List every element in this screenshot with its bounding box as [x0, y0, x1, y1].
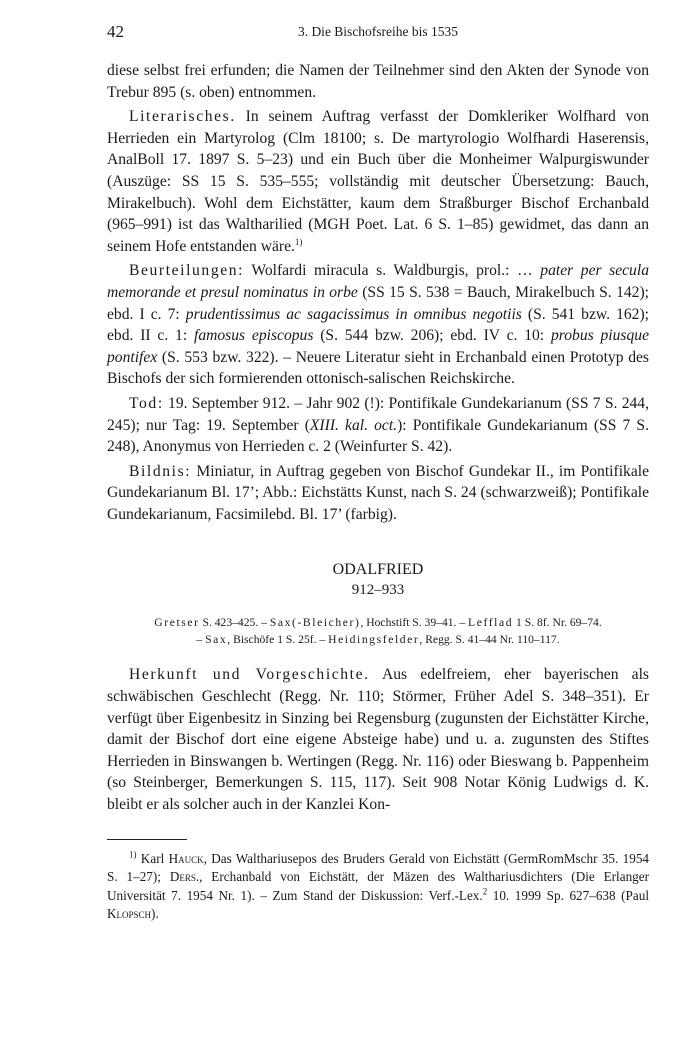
bibliography-block — [107, 614, 649, 648]
paragraph-bildnis: Bildnis: Miniatur, in Auftrag gegeben von Bischof Gundekar II., im Pontifikale Gundekarianum Bl. 17’; Abb.: Eichstätts Kunst, nach S. 24 (schwarzweiß); Pontifikale Gundekarianum, Facsimilebd. Bl. 17’ (farbig). — [107, 462, 649, 523]
paragraph-herkunft: Herkunft und Vorgeschichte. Aus edelfreiem, eher bayerischen als schwäbischen Geschlecht (Regg. Nr. 110; Störmer, Früher Adel S. 348–351). Er verfügt über Eigenbesitz in Sinzing bei Regensburg (zugunsten der Eichstätter Kirche, damit der Bischof dort eine eigene Absteige habe) und u. a. zugunsten des Stiftes Herrieden in Binswangen b. Wertingen (Regg. Nr. 116) oder Bieswang b. Pappenheim (so Steinberger, Bemerkungen S. 115, 117). Seit 908 Notar König Ludwigs d. K. bleibt er als solcher auch in der Kanzlei Kon- — [107, 666, 649, 814]
footnote-marker: 1) — [129, 849, 137, 860]
paragraph-tod: Tod: 19. September 912. – Jahr 902 (!): Pontifikale Gundekarianum (SS 7 S. 244, 245); nur Tag: 19. September (XIII. kal. oct.): Pontifikale Gundekarianum (SS 7 S. 248), Anonymus von Herrieden c. 2 (Weinfurter S. 42). — [107, 394, 650, 456]
paragraph-literarisches: Literarisches. In seinem Auftrag verfasst der Domkleriker Wolfhard von Herrieden ein Martyrolog (Clm 18100; s. De martyrologio Wolfhardi Haserensis, AnalBoll 17. 1897 S. 5–23) und ein Buch über die Monheimer Walpurgiswunder (Auszüge: SS 15 S. 535–555; vollständig mit deutscher Übersetzung: Bauch, Mirakelbuch). Wohl dem Eichstätter, kaum dem Straßburger Bischof Erchanbald (965–991) ist das Waltharilied (MGH Poet. Lat. 6 S. 1–85) gewidmet, das dann an seinem Hofe entstanden wäre.$^{1)}$ — [107, 108, 649, 255]
section-title: ODALFRIED — [332, 561, 424, 579]
page-header — [107, 22, 649, 42]
footnote-divider — [107, 839, 187, 840]
latin-quote: probus piusque pontifex — [107, 327, 650, 366]
footnote-reference[interactable]: 1) — [294, 236, 303, 247]
bibliography-line-2: – Sax, Bischöfe 1 S. 25f. – Heidingsfelder, Regg. S. 41–44 Nr. 110–117. — [196, 633, 560, 647]
latin-quote: pater per secula memorande et presul nominatus in orbe — [107, 262, 649, 301]
latin-quote: prudentissimus ac sagacissimus in omnibus negotiis — [185, 305, 522, 323]
footnote-1: $^{1)}$ Karl Hauck, Das Walthariusepos des Bruders Gerald von Eichstätt (GermRomMschr 35. 1954 S. 1–27); Ders., Erchanbald von Eichstätt, der Mäzen des Walthariusdichters (Die Erlanger Universität 7. 1954 Nr. 1). – Zum Stand der Diskussion: Verf.-Lex.$^2$ 10. 1999 Sp. 627–638 (Paul Klopsch). — [107, 849, 650, 921]
paragraph-beurteilungen: Beurteilungen: Wolfardi miracula s. Waldburgis, prol.: … pater per secula memorande et presul nominatus in orbe (SS 15 S. 538 = Bauch, Mirakelbuch S. 142); ebd. I c. 7: prudentissimus ac sagacissimus in omnibus negotiis (S. 541 bzw. 162); ebd. II c. 1: famosus episcopus (S. 544 bzw. 206); ebd. IV c. 10: probus piusque pontifex (S. 553 bzw. 322). – Neuere Literatur sieht in Erchanbald einen Prototyp des Bischofs der sich formierenden ottonisch-salischen Reichskirche. — [107, 262, 650, 388]
bibliography-line-1: Gretser S. 423–425. – Sax(-Bleicher), Hochstift S. 39–41. – Lefflad 1 S. 8f. Nr. 69–74. — [154, 616, 602, 630]
section-label-tod: Tod: — [129, 394, 164, 412]
section-label-literarisches: Literarisches. — [129, 108, 236, 126]
section-dates: 912–933 — [351, 582, 405, 599]
section-label-herkunft: Herkunft und Vorgeschichte. — [129, 666, 370, 684]
section-label-beurteilungen: Beurteilungen: — [129, 262, 245, 280]
latin-date: XIII. kal. oct. — [309, 416, 398, 434]
footnote-area — [107, 850, 649, 923]
running-title: 3. Die Bischofsreihe bis 1535 — [297, 24, 459, 39]
latin-quote: famosus episcopus — [193, 327, 314, 345]
section-label-bildnis: Bildnis: — [129, 462, 192, 480]
paragraph-continuation: diese selbst frei erfunden; die Namen der Teilnehmer sind den Akten der Synode von Trebur 895 (s. oben) entnommen. — [107, 62, 649, 101]
main-text — [107, 60, 649, 816]
page-number: 42 — [107, 22, 124, 41]
